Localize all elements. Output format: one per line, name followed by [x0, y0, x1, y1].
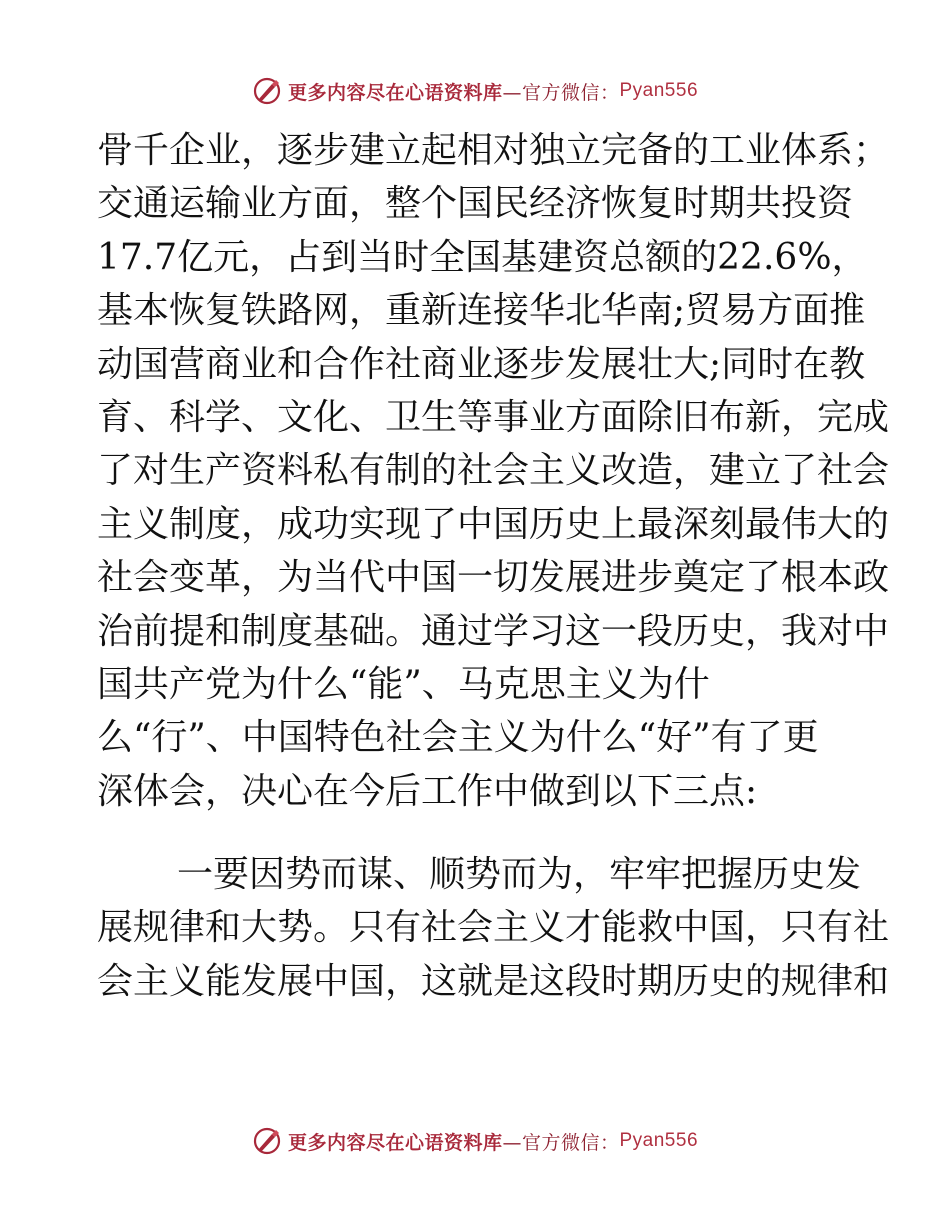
line-text: 动国营商业和合作社商业逐步发展壮大;同时在教 — [97, 343, 866, 385]
line-text: 骨千企业，逐步建立起相对独立完备的工业体系； — [97, 130, 890, 171]
text-line — [97, 444, 890, 497]
text-line — [97, 177, 857, 230]
text-line — [97, 605, 890, 658]
document-body — [97, 124, 890, 1008]
line-text: 一要因势而谋、顺势而为，牢牢把握历史发 — [177, 854, 862, 896]
line-text: 17.7亿元，占到当时全国基建资总额的22.6%， — [97, 236, 868, 278]
watermark-footer — [0, 1121, 950, 1161]
line-text: 社会变革，为当代中国一切发展进步奠定了根本政 — [97, 557, 890, 599]
pen-logo-icon — [252, 76, 282, 106]
text-line — [97, 551, 890, 604]
pen-logo-icon — [252, 1126, 282, 1156]
watermark-sub-text: —官方微信： — [502, 1131, 620, 1154]
watermark-main-text: 更多内容尽在心语资料库 — [287, 1131, 503, 1154]
line-text: 育、科学、文化、卫生等事业方面除旧布新，完成 — [97, 396, 890, 438]
paragraph-gap — [97, 818, 857, 848]
text-line — [97, 124, 890, 177]
line-text: 会主义能发展中国，这就是这段时期历史的规律和 — [97, 960, 890, 1002]
watermark-main-text: 更多内容尽在心语资料库 — [287, 81, 503, 104]
line-text: 么“行”、中国特色社会主义为什么“好”有了更 — [97, 717, 819, 759]
line-text: 治前提和制度基础。通过学习这一段历史，我对中 — [97, 610, 890, 652]
text-line — [97, 955, 890, 1008]
line-text: 深体会，决心在今后工作中做到以下三点: — [97, 770, 758, 812]
text-line — [97, 391, 890, 444]
text-line — [97, 901, 890, 954]
line-text: 主义制度，成功实现了中国历史上最深刻最伟大的 — [97, 503, 890, 545]
line-text: 国共产党为什么“能”、马克思主义为什 — [97, 663, 710, 705]
text-line — [97, 231, 868, 284]
text-line — [97, 284, 866, 337]
watermark-sub-text: —官方微信： — [502, 81, 620, 104]
line-text: 展规律和大势。只有社会主义才能救中国，只有社 — [97, 907, 890, 949]
line-text: 了对生产资料私有制的社会主义改造，建立了社会 — [97, 450, 890, 492]
text-line — [97, 765, 857, 818]
text-line — [97, 338, 866, 391]
text-line — [97, 658, 857, 711]
watermark-header — [0, 71, 950, 111]
text-line — [97, 498, 890, 551]
line-text: 交通运输业方面，整个国民经济恢复时期共投资 — [97, 183, 854, 225]
line-text: 基本恢复铁路网，重新连接华北华南;贸易方面推 — [97, 290, 866, 332]
text-line — [97, 711, 857, 764]
watermark-handle: Pyan556 — [619, 1130, 699, 1151]
watermark-handle: Pyan556 — [619, 80, 699, 101]
text-line — [97, 848, 862, 901]
